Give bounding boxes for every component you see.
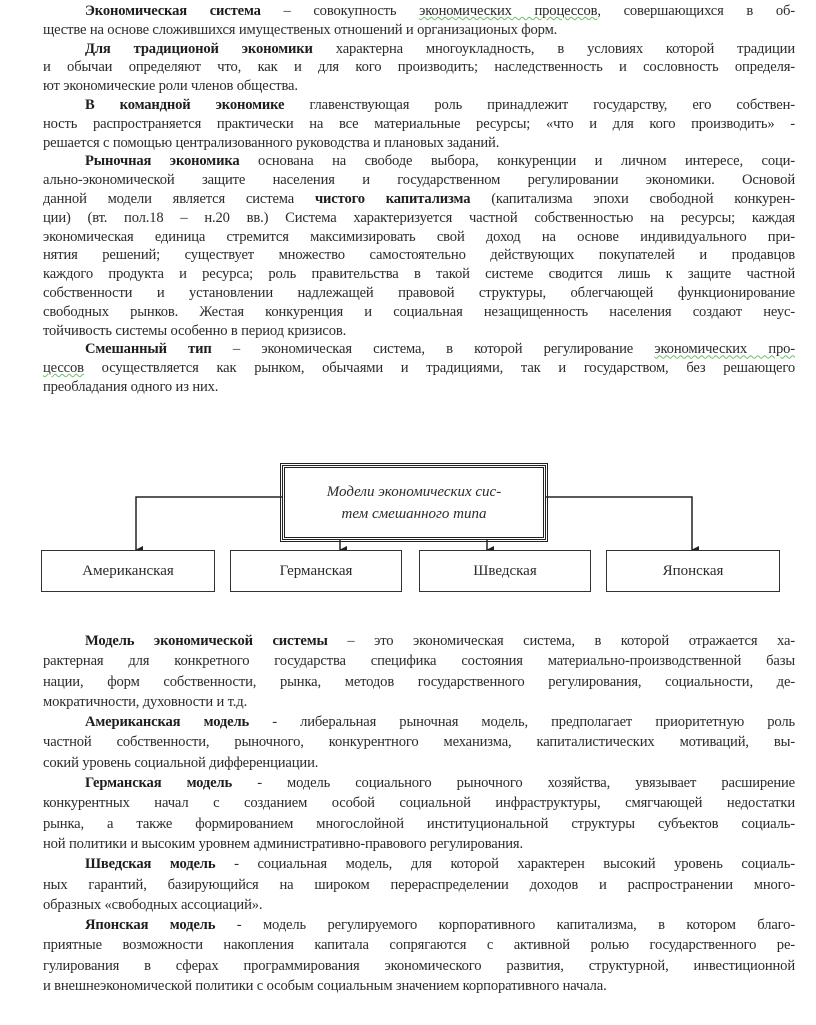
text-line bbox=[43, 303, 795, 322]
paragraph bbox=[43, 854, 795, 915]
text-line bbox=[43, 190, 795, 209]
text-segment: - социальная модель, для которой характерен высокий уровень социаль- bbox=[215, 856, 795, 873]
text-line bbox=[43, 2, 795, 21]
diagram-root-label-line2: тем смешанного типа bbox=[341, 505, 487, 522]
paragraph bbox=[43, 712, 795, 773]
text-line bbox=[43, 651, 795, 671]
text-line bbox=[43, 875, 795, 895]
connector-japanese bbox=[543, 497, 692, 550]
text-segment: собственности и установлении надлежащей правовой структуры, облегчающей функционирование bbox=[43, 284, 795, 301]
bold-term: В командной экономике bbox=[85, 96, 285, 113]
bold-term: Смешанный тип bbox=[85, 341, 212, 358]
text-line bbox=[43, 732, 795, 752]
text-line bbox=[43, 77, 795, 96]
text-segment: преобладания одного из них. bbox=[43, 378, 219, 395]
paragraph bbox=[43, 340, 795, 396]
text-segment: , совершающихся в об- bbox=[597, 3, 795, 19]
paragraph bbox=[43, 152, 795, 340]
text-line bbox=[43, 773, 795, 793]
text-line bbox=[43, 115, 795, 134]
text-line bbox=[43, 246, 795, 265]
text-line bbox=[43, 209, 795, 228]
diagram-box-swedish bbox=[419, 550, 591, 592]
text-line bbox=[43, 631, 795, 651]
text-line bbox=[43, 58, 795, 77]
text-line bbox=[43, 359, 795, 378]
text-segment: каждого продукта и ресурса; роль правительства в такой системе сводится лишь к защите частной bbox=[43, 266, 795, 283]
paragraph bbox=[43, 631, 795, 712]
diagram-root-box bbox=[282, 465, 546, 540]
bold-term: Для традиционой экономики bbox=[85, 40, 313, 57]
bold-term: Американская модель bbox=[85, 714, 250, 731]
text-segment: экономическая единица стремится максимизировать свой доход на основе индивидуального при- bbox=[43, 228, 795, 245]
diagram-box-label: Германская bbox=[279, 562, 353, 579]
bold-term: Германская модель bbox=[85, 775, 233, 792]
bold-term: Японская модель bbox=[85, 917, 216, 934]
text-line bbox=[43, 692, 795, 712]
text-segment: приятные возможности накопления капитала сопрягаются с активной ролью государственного ре- bbox=[43, 937, 795, 954]
diagram-box-american bbox=[41, 550, 215, 592]
text-segment: (капитализма эпохи свободной конкурен- bbox=[470, 190, 795, 207]
text-segment: нации, форм собственности, рынка, методов государственного регулирования, социальности, де- bbox=[43, 673, 795, 690]
diagram-box-label: Американская bbox=[82, 562, 174, 579]
text-line bbox=[43, 152, 795, 171]
text-line bbox=[43, 134, 795, 153]
text-segment: ность распространяется практически на все материальные ресурсы; «что и для кого производить» - bbox=[43, 115, 795, 132]
text-segment: частной собственности, рыночного, конкурентного механизма, капиталистических мотиваций, вы- bbox=[43, 734, 795, 751]
text-line bbox=[43, 21, 795, 40]
text-line bbox=[43, 228, 795, 247]
paragraph bbox=[43, 40, 795, 96]
text-segment: ной политики и высоким уровнем административно-правового регулирования. bbox=[43, 835, 523, 852]
text-segment: мократичности, духовности и т.д. bbox=[43, 693, 248, 710]
text-segment: ществе на основе сложившихся имущественых отношений и организационых форм. bbox=[43, 21, 558, 38]
paragraph bbox=[43, 2, 795, 40]
text-line bbox=[43, 793, 795, 813]
text-line bbox=[43, 96, 795, 115]
bold-term: Экономическая система bbox=[85, 3, 261, 19]
models-text-block bbox=[43, 631, 795, 996]
text-segment: и внешнеэкономической политики с особым социальным значением корпоративного начала. bbox=[43, 978, 607, 995]
paragraph bbox=[43, 915, 795, 996]
text-segment: образных «свободных ассоциаций». bbox=[43, 896, 263, 913]
text-segment: осуществляется как рынком, обычаями и традициями, так и государством, без решающего bbox=[83, 360, 795, 377]
text-line bbox=[43, 895, 795, 915]
text-segment: - либеральная рыночная модель, предполагает приоритетную роль bbox=[249, 714, 795, 731]
bold-term: Модель экономической системы bbox=[85, 633, 328, 649]
diagram-box-label: Японская bbox=[662, 562, 724, 579]
bold-term: Рыночная экономика bbox=[85, 153, 240, 170]
text-line bbox=[43, 340, 795, 359]
text-segment: основана на свободе выбора, конкуренции и личном интересе, соци- bbox=[239, 153, 796, 170]
text-segment: экономических про- bbox=[654, 341, 795, 358]
text-segment: рактерная для конкретного государства специфика состояния материально-производственной базы bbox=[43, 653, 795, 670]
text-line bbox=[43, 171, 795, 190]
bold-term: Шведская модель bbox=[85, 856, 216, 873]
text-segment: – это экономическая система, в которой отражается ха- bbox=[327, 633, 796, 649]
intro-text-block bbox=[43, 2, 795, 397]
text-segment: характерна многоукладность, в условиях которой традиции bbox=[312, 40, 795, 57]
text-line bbox=[43, 956, 795, 976]
text-segment: гулирования в сферах программирования экономического развития, структурной, инвестиционной bbox=[43, 957, 795, 974]
text-segment: данной модели является система bbox=[43, 190, 315, 207]
diagram-box-japanese bbox=[606, 550, 780, 592]
text-line bbox=[43, 834, 795, 854]
bold-term: чистого капитализма bbox=[314, 190, 471, 207]
text-line bbox=[43, 265, 795, 284]
text-line bbox=[43, 672, 795, 692]
text-segment: тойчивость системы особенно в период кризисов. bbox=[43, 322, 347, 339]
text-segment: рынка, а также формированием многослойной институциональной структуры субъектов социаль- bbox=[43, 815, 795, 832]
diagram-root-label-line1: Модели экономических сис- bbox=[326, 483, 502, 500]
connector-american bbox=[136, 497, 282, 550]
text-line bbox=[43, 753, 795, 773]
text-line bbox=[43, 976, 795, 996]
text-segment: нятия решений; существует множество самостоятельно действующих покупателей и продавцов bbox=[43, 247, 795, 264]
text-line bbox=[43, 378, 795, 397]
text-segment: ных гарантий, базирующийся на широком перераспределении доходов и распространении много- bbox=[43, 876, 795, 893]
text-line bbox=[43, 935, 795, 955]
text-segment: сокий уровень социальной дифференциации. bbox=[43, 754, 319, 771]
text-segment: конкурентных начал с созданием особой социальной инфраструктуры, смягчающей недостатки bbox=[43, 795, 795, 812]
text-line bbox=[43, 40, 795, 59]
text-segment: – совокупность bbox=[260, 3, 420, 19]
text-segment: главенствующая роль принадлежит государству, его собствен- bbox=[284, 96, 795, 113]
text-segment: ально-экономической защите населения и государственном регулировании экономики. Основой bbox=[43, 172, 795, 189]
text-line bbox=[43, 712, 795, 732]
text-line bbox=[43, 322, 795, 341]
text-segment: - модель регулируемого корпоративного капитализма, в котором благо- bbox=[215, 917, 795, 934]
text-segment: - модель социального рыночного хозяйства, увязывает расширение bbox=[232, 775, 796, 792]
text-line bbox=[43, 284, 795, 303]
text-segment: решается с помощью централизованного руководства и плановых заданий. bbox=[43, 134, 500, 151]
diagram-box-label: Шведская bbox=[473, 562, 537, 579]
text-line bbox=[43, 915, 795, 935]
paragraph bbox=[43, 773, 795, 854]
text-segment: ют экономические роли членов общества. bbox=[43, 78, 298, 95]
text-segment: экономических процессов bbox=[419, 3, 598, 19]
text-line bbox=[43, 854, 795, 874]
paragraph bbox=[43, 96, 795, 152]
diagram-box-german bbox=[230, 550, 402, 592]
text-segment: свободных рынков. Жестая конкуренция и социальная незащищенность населения создают неус- bbox=[43, 303, 795, 320]
text-segment: цессов bbox=[43, 360, 84, 377]
text-segment: ции) (вт. пол.18 – н.20 вв.) Система характеризуется частной собственностью на ресурсы; каждая bbox=[43, 209, 795, 226]
text-segment: и обычаи определяют что, как и для кого производить; наследственность и сословность определя- bbox=[43, 59, 795, 76]
text-segment: – экономическая система, в которой регулирование bbox=[211, 341, 655, 358]
text-line bbox=[43, 814, 795, 834]
